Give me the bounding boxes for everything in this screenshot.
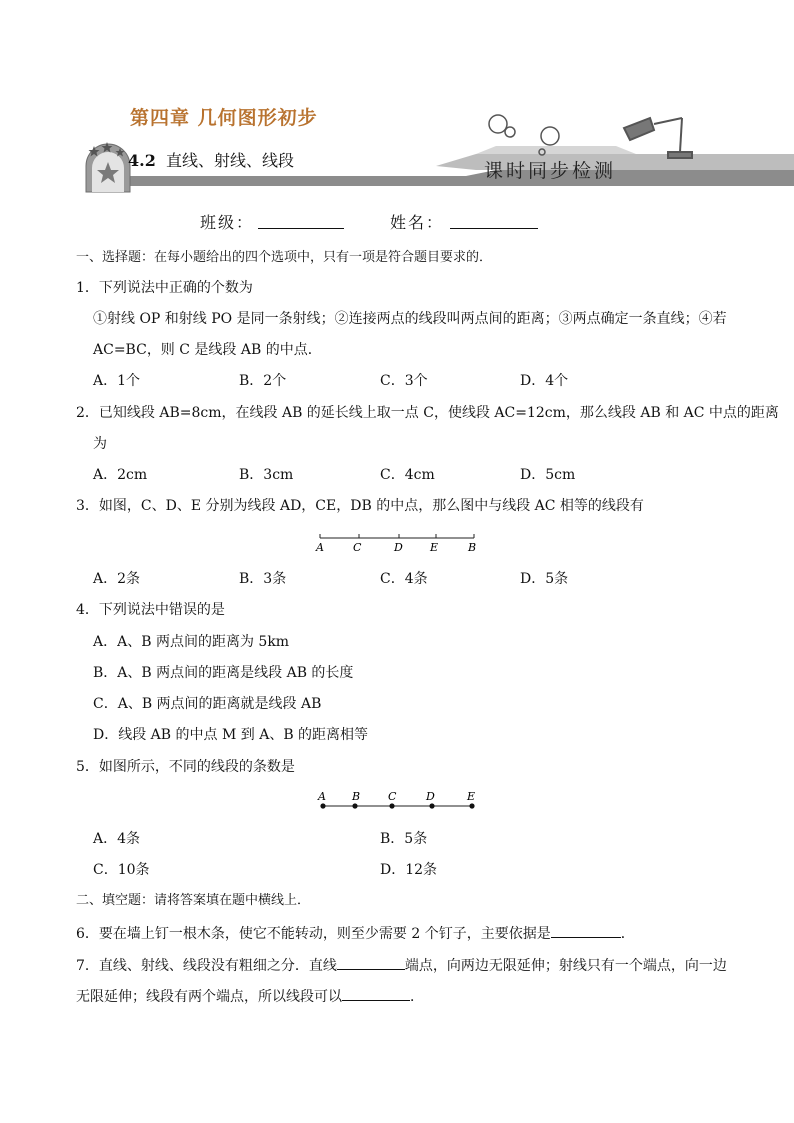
q2-option-b[interactable]: B．3cm xyxy=(239,467,294,483)
q6-after: ． xyxy=(620,926,635,942)
q3-option-b[interactable]: B．3条 xyxy=(239,571,287,587)
q2-line1: 2．已知线段 AB=8cm，在线段 AB 的延长线上取一点 C，使线段 AC=12cm，那么线段 AB 和 AC 中点的距离 xyxy=(76,405,779,421)
q3-option-d[interactable]: D．5条 xyxy=(520,571,569,587)
q3-option-a[interactable]: A．2条 xyxy=(93,571,141,587)
q5-label-e: E xyxy=(467,790,476,803)
q1-option-d[interactable]: D．4个 xyxy=(520,373,569,389)
q3-label-e: E xyxy=(430,541,439,554)
banner-label: 课时同步检测 xyxy=(484,160,617,182)
q4-option-d[interactable]: D．线段 AB 的中点 M 到 A、B 的距离相等 xyxy=(93,727,369,743)
q1-option-b[interactable]: B．2个 xyxy=(239,373,287,389)
q3-stem: 3．如图，C、D、E 分别为线段 AD，CE，DB 的中点，那么图中与线段 AC 相等的线段有 xyxy=(76,498,644,514)
q3-segment-figure xyxy=(310,530,490,556)
name-blank[interactable] xyxy=(450,214,538,229)
name-label: 姓名： xyxy=(390,213,445,232)
q1-line1: ①射线 OP 和射线 PO 是同一条射线；②连接两点的线段叫两点间的距离；③两点确定一条直线；④若 xyxy=(93,311,727,327)
q3-label-d: D xyxy=(394,541,403,554)
q5-option-c[interactable]: C．10条 xyxy=(93,862,150,878)
q4-option-c[interactable]: C．A、B 两点间的距离就是线段 AB xyxy=(93,696,322,712)
q7-line2 xyxy=(76,986,424,1007)
q2-option-a[interactable]: A．2cm xyxy=(93,467,148,483)
q6-text xyxy=(76,923,635,944)
q4-stem: 4．下列说法中错误的是 xyxy=(76,602,225,618)
class-blank[interactable] xyxy=(258,214,344,229)
q3-label-b: B xyxy=(468,541,477,554)
q1-option-a[interactable]: A．1个 xyxy=(93,373,141,389)
q3-option-c[interactable]: C．4条 xyxy=(380,571,428,587)
q5-stem: 5．如图所示，不同的线段的条数是 xyxy=(76,759,295,775)
section-number: 4.2 xyxy=(128,151,156,170)
q5-option-d[interactable]: D．12条 xyxy=(380,862,438,878)
q1-stem: 1．下列说法中正确的个数为 xyxy=(76,280,253,296)
q4-option-a[interactable]: A．A、B 两点间的距离为 5km xyxy=(93,634,290,650)
q1-option-c[interactable]: C．3个 xyxy=(380,373,428,389)
q1-line2: AC=BC，则 C 是线段 AB 的中点． xyxy=(93,342,322,358)
q7-part4: ． xyxy=(410,989,424,1005)
q6-answer-blank[interactable] xyxy=(551,923,621,938)
q5-label-d: D xyxy=(426,790,435,803)
star-badge-icon xyxy=(86,142,130,192)
q7-part1: 7．直线、射线、线段没有粗细之分．直线 xyxy=(76,958,337,974)
q5-option-b[interactable]: B．5条 xyxy=(380,831,428,847)
q7-part2: 端点，向两边无限延伸；射线只有一个端点，向一边 xyxy=(404,958,727,974)
class-label: 班级： xyxy=(200,213,255,232)
q2-option-c[interactable]: C．4cm xyxy=(380,467,435,483)
q2-line2: 为 xyxy=(93,436,107,452)
q5-label-a: A xyxy=(318,790,326,803)
q2-option-d[interactable]: D．5cm xyxy=(520,467,576,483)
q7-line1 xyxy=(76,955,727,976)
q7-part3: 无限延伸；线段有两个端点，所以线段可以 xyxy=(76,989,342,1005)
part2-title: 二、填空题：请将答案填在题中横线上． xyxy=(76,893,311,908)
q5-points-figure xyxy=(310,788,490,814)
q6-before: 6．要在墙上钉一根木条，使它不能转动，则至少需要 2 个钉子，主要依据是 xyxy=(76,926,551,942)
q3-label-c: C xyxy=(353,541,362,554)
q5-label-c: C xyxy=(388,790,397,803)
q7-blank-2[interactable] xyxy=(342,986,410,1001)
section-title: 直线、射线、线段 xyxy=(166,151,295,170)
section-heading xyxy=(128,148,294,171)
q3-label-a: A xyxy=(316,541,324,554)
q5-label-b: B xyxy=(352,790,361,803)
part1-title: 一、选择题：在每小题给出的四个选项中，只有一项是符合题目要求的． xyxy=(76,250,493,265)
chapter-title: 第四章 几何图形初步 xyxy=(130,107,318,129)
q5-option-a[interactable]: A．4条 xyxy=(93,831,141,847)
q7-blank-1[interactable] xyxy=(337,955,405,970)
desk-lamp-icon xyxy=(624,118,692,158)
q4-option-b[interactable]: B．A、B 两点间的距离是线段 AB 的长度 xyxy=(93,665,354,681)
